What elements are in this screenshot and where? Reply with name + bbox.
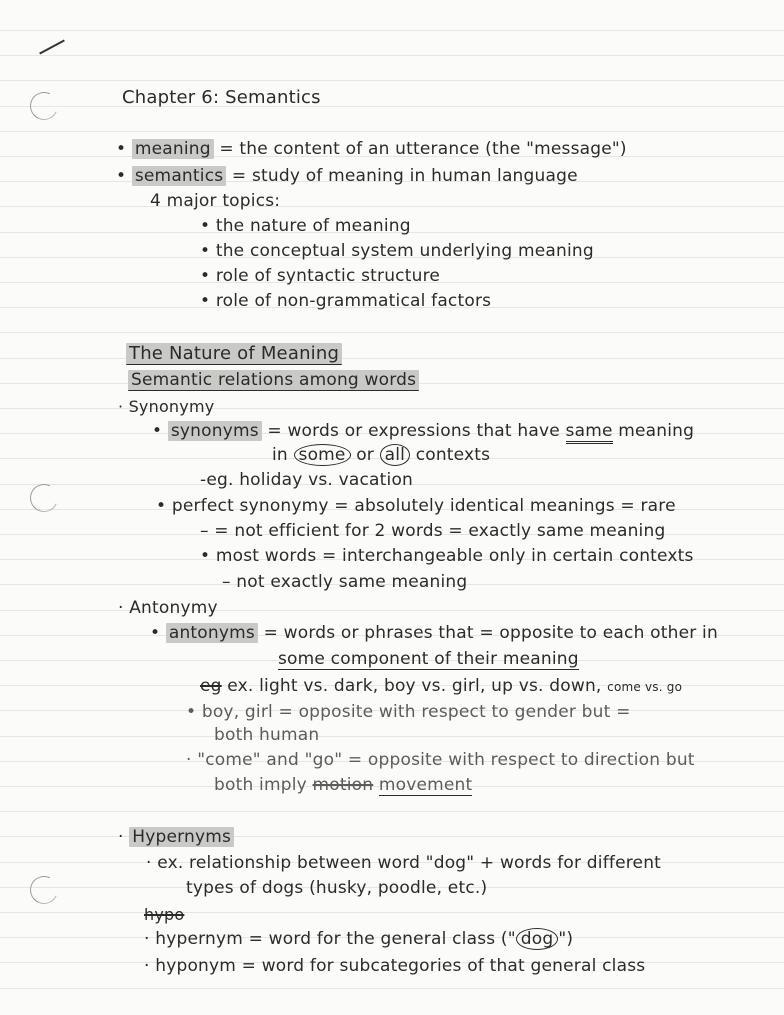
boy-girl-note-cont: both human (214, 725, 320, 745)
hypernyms-example: · ex. relationship between word "dog" + words for different (146, 853, 662, 873)
topic-item: • the nature of meaning (200, 216, 411, 236)
semantics-definition: = study of meaning in human language (231, 166, 578, 186)
antonymy-label: · Antonymy (118, 598, 218, 618)
ruled-line (0, 811, 784, 812)
most-words: • most words = interchangeable only in certain contexts (200, 546, 694, 566)
synonymy-label: · Synonymy (118, 397, 215, 416)
hypernyms-label: · Hypernyms (118, 826, 234, 848)
hyponym-definition: · hyponym = word for subcategories of that general class (144, 956, 646, 976)
struck-text: eg (200, 676, 222, 696)
topic-item: • the conceptual system underlying meaning (200, 241, 594, 261)
synonyms-entry-cont: in some or all contexts (272, 445, 491, 465)
ruled-line (0, 736, 784, 737)
pen-mark (39, 40, 65, 55)
topic-item: • role of syntactic structure (200, 266, 441, 286)
perfect-synonymy: • perfect synonymy = absolutely identical meanings = rare (156, 496, 676, 516)
ruled-line (0, 358, 784, 359)
dog-circled: dog (516, 928, 559, 950)
topics-intro: 4 major topics: (150, 191, 281, 211)
struck-hypo: hypo (144, 905, 185, 924)
antonyms-entry: • antonyms = words or phrases that = opposite to each other in (150, 623, 718, 643)
ruled-line (0, 912, 784, 913)
hypernym-definition: · hypernym = word for the general class (" dog ") (144, 929, 574, 949)
same-underlined: same (566, 421, 613, 444)
ruled-line (0, 55, 784, 56)
synonyms-entry: • synonyms = words or expressions that have same meaning (152, 420, 694, 442)
semantics-entry: • semantics = study of meaning in human language (116, 166, 578, 186)
ruled-line (0, 332, 784, 333)
ruled-line (0, 80, 784, 81)
page-title: Chapter 6: Semantics (122, 87, 321, 108)
antonyms-entry-cont: some component of their meaning (278, 649, 579, 669)
come-go-note: · "come" and "go" = opposite with respect to direction but (186, 750, 695, 770)
semantics-term: semantics (132, 166, 226, 186)
not-efficient: – = not efficient for 2 words = exactly same meaning (200, 521, 666, 541)
binder-hole (26, 88, 62, 124)
topic-item: • role of non-grammatical factors (200, 291, 492, 311)
meaning-term: meaning (132, 139, 214, 159)
synonyms-example: -eg. holiday vs. vacation (200, 470, 414, 490)
movement-underlined: movement (378, 775, 473, 795)
antonyms-examples: eg ex. light vs. dark, boy vs. girl, up vs. down, come vs. go (200, 676, 683, 696)
heading-semantic-relations: Semantic relations among words (128, 369, 419, 391)
boy-girl-note: • boy, girl = opposite with respect to gender but = (186, 702, 631, 722)
all-circled: all (380, 444, 410, 466)
hypernyms-example-cont: types of dogs (husky, poodle, etc.) (186, 878, 488, 898)
meaning-definition: = the content of an utterance (the "message") (219, 139, 627, 159)
ruled-line (0, 106, 784, 107)
binder-hole (26, 480, 62, 516)
not-exactly: – not exactly same meaning (222, 572, 468, 592)
struck-text: motion (312, 775, 374, 795)
meaning-entry: • meaning = the content of an utterance (the "message") (116, 139, 627, 159)
ruled-line (0, 206, 784, 207)
come-go-note-cont: both imply motion movement (214, 775, 473, 795)
binder-hole (26, 872, 62, 908)
heading-nature-of-meaning: The Nature of Meaning (126, 343, 342, 365)
ruled-line (0, 988, 784, 989)
synonyms-term: synonyms (168, 421, 262, 441)
some-circled: some (294, 444, 351, 466)
ruled-line (0, 131, 784, 132)
ruled-line (0, 30, 784, 31)
antonyms-term: antonyms (166, 623, 258, 643)
